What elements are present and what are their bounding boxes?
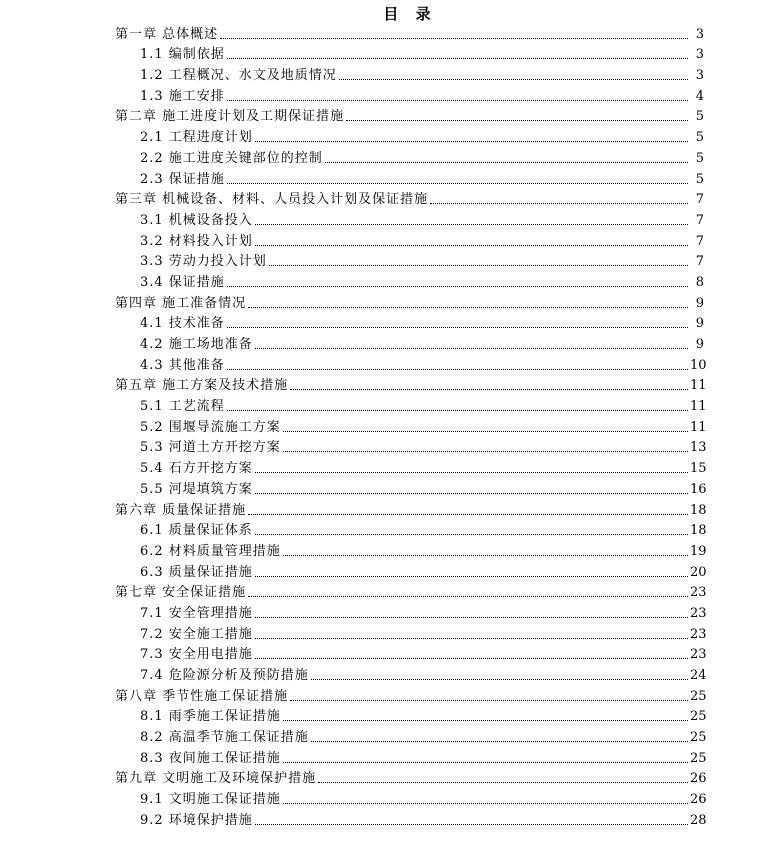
dot-leader [255, 617, 688, 618]
toc-page-number: 15 [690, 461, 707, 477]
toc-entry-label: 第九章 文明施工及环境保护措施 [115, 771, 317, 787]
toc-entry-label: 3.3 劳动力投入计划 [140, 254, 267, 270]
toc-entry-label: 第一章 总体概述 [115, 26, 219, 42]
toc-section-entry[interactable] [0, 807, 780, 828]
toc-section-entry[interactable] [0, 124, 780, 145]
toc-section-entry[interactable] [0, 455, 780, 476]
toc-entry-label: 5.4 石方开挖方案 [140, 461, 253, 477]
table-of-contents [0, 21, 780, 828]
toc-entry-label: 1.1 编制依据 [140, 47, 225, 63]
toc-page-number: 10 [690, 357, 707, 373]
toc-page-number: 16 [690, 481, 707, 497]
toc-section-entry[interactable] [0, 166, 780, 187]
toc-entry-label: 8.2 高温季节施工保证措施 [140, 730, 309, 746]
toc-entry-label: 2.3 保证措施 [140, 171, 225, 187]
dot-leader [283, 720, 688, 721]
dot-leader [311, 741, 688, 742]
toc-entry-label: 1.2 工程概况、水文及地质情况 [140, 68, 337, 84]
toc-section-entry[interactable] [0, 352, 780, 373]
dot-leader [248, 596, 688, 597]
toc-page-number: 3 [695, 47, 704, 63]
toc-entry-label: 7.1 安全管理措施 [140, 605, 253, 621]
toc-title: 目 录 [383, 5, 437, 23]
toc-page-number: 20 [690, 564, 707, 580]
toc-page-number: 28 [690, 812, 707, 828]
toc-section-entry[interactable] [0, 62, 780, 83]
toc-section-entry[interactable] [0, 745, 780, 766]
toc-page-number: 11 [690, 399, 707, 415]
toc-page-number: 11 [690, 419, 707, 435]
toc-page-number: 23 [690, 605, 707, 621]
dot-leader [255, 348, 688, 349]
toc-section-entry[interactable] [0, 42, 780, 63]
toc-section-entry[interactable] [0, 249, 780, 270]
toc-entry-label: 4.1 技术准备 [140, 316, 225, 332]
toc-entry-label: 7.3 安全用电措施 [140, 647, 253, 663]
dot-leader [227, 183, 688, 184]
toc-page-number: 11 [690, 378, 707, 394]
toc-chapter-entry[interactable] [0, 104, 780, 125]
dot-leader [346, 120, 688, 121]
toc-entry-label: 3.4 保证措施 [140, 274, 225, 290]
toc-entry-label: 5.3 河道土方开挖方案 [140, 440, 281, 456]
toc-section-entry[interactable] [0, 518, 780, 539]
dot-leader [255, 245, 688, 246]
toc-section-entry[interactable] [0, 538, 780, 559]
toc-entry-label: 8.1 雨季施工保证措施 [140, 709, 281, 725]
toc-entry-label: 5.2 围堰导流施工方案 [140, 419, 281, 435]
toc-entry-label: 第七章 安全保证措施 [115, 585, 247, 601]
toc-entry-label: 6.1 质量保证体系 [140, 523, 253, 539]
toc-page-number: 5 [695, 171, 704, 187]
toc-entry-label: 7.2 安全施工措施 [140, 626, 253, 642]
toc-entry-label: 第三章 机械设备、材料、人员投入计划及保证措施 [115, 192, 429, 208]
toc-chapter-entry[interactable] [0, 766, 780, 787]
dot-leader [311, 679, 688, 680]
toc-page-number: 18 [690, 502, 707, 518]
toc-page-number: 5 [695, 150, 704, 166]
toc-section-entry[interactable] [0, 414, 780, 435]
dot-leader [227, 58, 688, 59]
dot-leader [318, 782, 688, 783]
toc-page-number: 25 [690, 688, 707, 704]
dot-leader [430, 203, 688, 204]
toc-entry-label: 2.1 工程进度计划 [140, 130, 253, 146]
toc-section-entry[interactable] [0, 662, 780, 683]
toc-page-number: 4 [695, 88, 704, 104]
toc-page-number: 5 [695, 109, 704, 125]
dot-leader [248, 514, 688, 515]
dot-leader [227, 327, 688, 328]
dot-leader [269, 265, 688, 266]
toc-section-entry[interactable] [0, 331, 780, 352]
dot-leader [255, 224, 688, 225]
dot-leader [227, 369, 688, 370]
toc-section-entry[interactable] [0, 393, 780, 414]
dot-leader [283, 451, 688, 452]
dot-leader [283, 431, 688, 432]
toc-page-number: 7 [695, 192, 704, 208]
toc-entry-label: 3.1 机械设备投入 [140, 212, 253, 228]
toc-section-entry[interactable] [0, 786, 780, 807]
toc-entry-label: 9.2 环境保护措施 [140, 812, 253, 828]
toc-page-number: 13 [690, 440, 707, 456]
toc-section-entry[interactable] [0, 724, 780, 745]
toc-entry-label: 1.3 施工安排 [140, 88, 225, 104]
toc-section-entry[interactable] [0, 621, 780, 642]
toc-page-number: 26 [690, 792, 707, 808]
toc-page-number: 3 [695, 68, 704, 84]
toc-page-number: 25 [690, 730, 707, 746]
dot-leader [248, 307, 688, 308]
toc-chapter-entry[interactable] [0, 373, 780, 394]
toc-page-number: 18 [690, 523, 707, 539]
toc-page-number: 5 [695, 130, 704, 146]
toc-entry-label: 第四章 施工准备情况 [115, 295, 247, 311]
toc-section-entry[interactable] [0, 83, 780, 104]
dot-leader [339, 79, 688, 80]
toc-page-number: 25 [690, 750, 707, 766]
dot-leader [255, 824, 688, 825]
toc-page-number: 23 [690, 585, 707, 601]
toc-entry-label: 第八章 季节性施工保证措施 [115, 688, 289, 704]
toc-section-entry[interactable] [0, 269, 780, 290]
dot-leader [255, 534, 688, 535]
toc-section-entry[interactable] [0, 642, 780, 663]
dot-leader [283, 555, 688, 556]
toc-page-number: 26 [690, 771, 707, 787]
toc-page-number: 9 [695, 337, 704, 352]
toc-entry-label: 第六章 质量保证措施 [115, 502, 247, 518]
toc-entry-label: 4.2 施工场地准备 [140, 337, 253, 352]
toc-section-entry[interactable] [0, 704, 780, 725]
toc-entry-label: 5.5 河堤填筑方案 [140, 481, 253, 497]
dot-leader [290, 700, 688, 701]
dot-leader [325, 162, 688, 163]
toc-section-entry[interactable] [0, 559, 780, 580]
toc-section-entry[interactable] [0, 476, 780, 497]
toc-entry-label: 2.2 施工进度关键部位的控制 [140, 150, 323, 166]
toc-entry-label: 8.3 夜间施工保证措施 [140, 750, 281, 766]
toc-page-number: 7 [695, 212, 704, 228]
toc-entry-label: 9.1 文明施工保证措施 [140, 792, 281, 808]
toc-page-number: 24 [690, 668, 707, 683]
toc-section-entry[interactable] [0, 600, 780, 621]
dot-leader [255, 472, 688, 473]
toc-entry-label: 4.3 其他准备 [140, 357, 225, 373]
dot-leader [283, 803, 688, 804]
dot-leader [255, 493, 688, 494]
toc-entry-label: 7.4 危险源分析及预防措施 [140, 668, 309, 683]
dot-leader [255, 141, 688, 142]
toc-section-entry[interactable] [0, 145, 780, 166]
toc-page-number: 7 [695, 254, 704, 270]
toc-entry-label: 5.1 工艺流程 [140, 399, 225, 415]
toc-page-number: 19 [690, 543, 707, 559]
toc-page-number: 7 [695, 233, 704, 249]
toc-page-number: 23 [690, 647, 707, 663]
toc-chapter-entry[interactable] [0, 497, 780, 518]
dot-leader [255, 576, 688, 577]
dot-leader [290, 389, 688, 390]
dot-leader [227, 100, 688, 101]
toc-page-number: 3 [695, 26, 704, 42]
toc-entry-label: 6.2 材料质量管理措施 [140, 543, 281, 559]
dot-leader [220, 38, 688, 39]
toc-entry-label: 第五章 施工方案及技术措施 [115, 378, 289, 394]
dot-leader [255, 658, 688, 659]
toc-page-number: 23 [690, 626, 707, 642]
toc-chapter-entry[interactable] [0, 290, 780, 311]
toc-page-number: 8 [695, 274, 704, 290]
dot-leader [227, 410, 688, 411]
toc-chapter-entry[interactable] [0, 21, 780, 42]
dot-leader [283, 762, 688, 763]
toc-section-entry[interactable] [0, 435, 780, 456]
toc-entry-label: 3.2 材料投入计划 [140, 233, 253, 249]
dot-leader [227, 286, 688, 287]
toc-entry-label: 第二章 施工进度计划及工期保证措施 [115, 109, 345, 125]
toc-page-number: 9 [695, 295, 704, 311]
toc-chapter-entry[interactable] [0, 187, 780, 208]
toc-section-entry[interactable] [0, 228, 780, 249]
toc-entry-label: 6.3 质量保证措施 [140, 564, 253, 580]
toc-section-entry[interactable] [0, 311, 780, 332]
toc-chapter-entry[interactable] [0, 580, 780, 601]
dot-leader [255, 638, 688, 639]
toc-page-number: 25 [690, 709, 707, 725]
toc-chapter-entry[interactable] [0, 683, 780, 704]
toc-section-entry[interactable] [0, 207, 780, 228]
toc-page-number: 9 [695, 316, 704, 332]
